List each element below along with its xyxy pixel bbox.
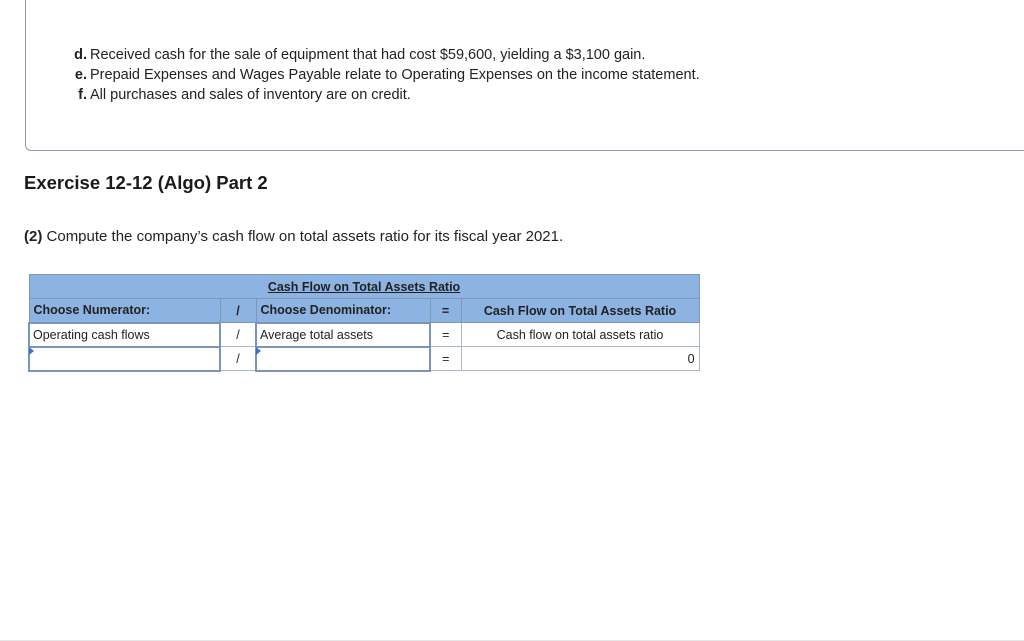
item-text: Prepaid Expenses and Wages Payable relate to Operating Expenses on the income statement. bbox=[90, 67, 700, 83]
equals-symbol: = bbox=[430, 323, 461, 347]
numerator-header: Choose Numerator: bbox=[29, 299, 220, 323]
ratio-worksheet-table bbox=[28, 274, 700, 372]
numerator-input[interactable] bbox=[29, 347, 220, 371]
numerator-value: Operating cash flows bbox=[33, 327, 150, 342]
equals-symbol: = bbox=[430, 299, 461, 323]
result-label: Cash flow on total assets ratio bbox=[461, 323, 699, 347]
item-letter: e. bbox=[74, 67, 87, 83]
list-item bbox=[66, 65, 700, 85]
question-body: Compute the company’s cash flow on total assets ratio for its fiscal year 2021. bbox=[46, 228, 564, 245]
question-number: (2) bbox=[24, 228, 43, 245]
list-item bbox=[66, 45, 700, 65]
denominator-header: Choose Denominator: bbox=[256, 299, 430, 323]
exercise-title: Exercise 12-12 (Algo) Part 2 bbox=[24, 172, 268, 193]
input-marker-icon bbox=[29, 347, 34, 355]
table-header-row bbox=[29, 299, 699, 323]
denominator-input[interactable] bbox=[256, 347, 430, 371]
denominator-select[interactable] bbox=[256, 323, 430, 347]
list-item bbox=[66, 85, 700, 105]
result-header: Cash Flow on Total Assets Ratio bbox=[461, 299, 699, 323]
question-text bbox=[24, 228, 563, 245]
item-text: Received cash for the sale of equipment that had cost $59,600, yielding a $3,100 gain. bbox=[90, 47, 646, 63]
given-information-list bbox=[66, 45, 700, 105]
table-caption: Cash Flow on Total Assets Ratio bbox=[29, 275, 699, 299]
item-text: All purchases and sales of inventory are on credit. bbox=[90, 87, 411, 103]
equals-symbol: = bbox=[430, 347, 461, 371]
numerator-select[interactable] bbox=[29, 323, 220, 347]
divide-symbol: / bbox=[220, 347, 256, 371]
item-letter: d. bbox=[74, 47, 87, 63]
input-marker-icon bbox=[256, 347, 261, 355]
table-row bbox=[29, 323, 699, 347]
table-caption-row bbox=[29, 275, 699, 299]
divide-symbol: / bbox=[220, 323, 256, 347]
item-letter: f. bbox=[78, 87, 87, 103]
result-value: 0 bbox=[461, 347, 699, 371]
divide-symbol: / bbox=[220, 299, 256, 323]
denominator-value: Average total assets bbox=[260, 327, 374, 342]
table-row bbox=[29, 347, 699, 371]
